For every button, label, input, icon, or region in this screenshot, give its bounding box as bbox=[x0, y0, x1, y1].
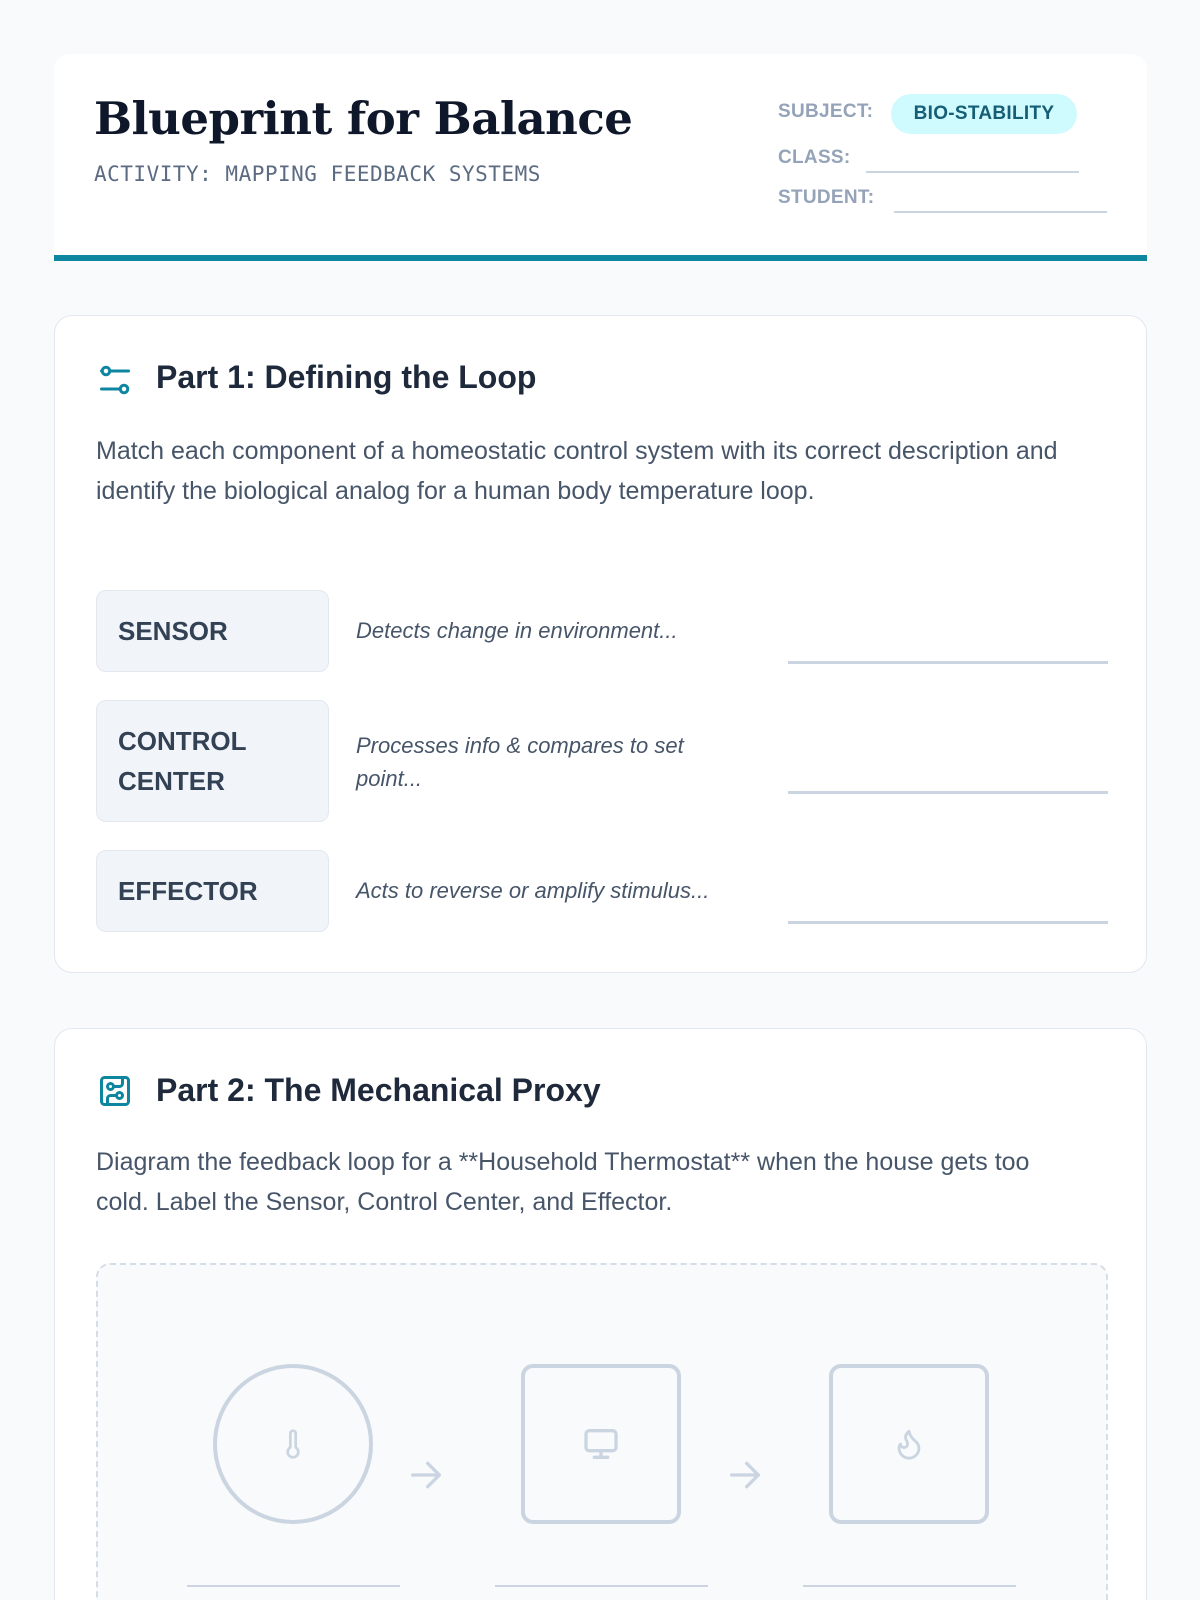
worksheet-header bbox=[54, 54, 1147, 261]
term-control-center-description: Processes info & compares to set point... bbox=[356, 733, 684, 791]
diagram-canvas[interactable] bbox=[96, 1263, 1108, 1600]
term-control-center: CONTROL CENTER bbox=[96, 700, 329, 822]
student-field[interactable] bbox=[894, 211, 1107, 213]
diagram-node-sensor[interactable] bbox=[213, 1364, 373, 1524]
answer-line-effector[interactable] bbox=[788, 921, 1108, 924]
monitor-icon bbox=[581, 1424, 621, 1464]
diagram-node-control-center[interactable] bbox=[521, 1364, 681, 1524]
diagram-label-line-sensor[interactable] bbox=[187, 1585, 400, 1587]
diagram-label-line-effector[interactable] bbox=[803, 1585, 1016, 1587]
activity-subtitle: ACTIVITY: MAPPING FEEDBACK SYSTEMS bbox=[94, 162, 541, 186]
subject-label: SUBJECT: bbox=[778, 101, 874, 122]
part2-section bbox=[54, 1028, 1147, 1600]
sliders-icon bbox=[97, 362, 133, 398]
answer-line-control-center[interactable] bbox=[788, 791, 1108, 794]
part1-description: Match each component of a homeostatic control system with its correct description and identify the biological analog for a human body temperature loop. bbox=[96, 437, 1058, 505]
part1-title: Part 1: Defining the Loop bbox=[156, 359, 537, 395]
student-label: STUDENT: bbox=[778, 187, 875, 208]
thermometer-icon bbox=[277, 1428, 309, 1460]
class-label: CLASS: bbox=[778, 147, 851, 168]
subject-badge: BIO-STABILITY bbox=[891, 94, 1077, 134]
arrow-right-icon bbox=[725, 1455, 765, 1495]
page-title: Blueprint for Balance bbox=[94, 92, 633, 145]
part2-title: Part 2: The Mechanical Proxy bbox=[156, 1072, 601, 1108]
diagram-label-line-control-center[interactable] bbox=[495, 1585, 708, 1587]
term-sensor-description: Detects change in environment... bbox=[356, 618, 678, 643]
term-effector: EFFECTOR bbox=[96, 850, 329, 932]
diagram-node-effector[interactable] bbox=[829, 1364, 989, 1524]
circuit-board-icon bbox=[97, 1073, 133, 1109]
term-sensor: SENSOR bbox=[96, 590, 329, 672]
class-field[interactable] bbox=[866, 171, 1079, 173]
term-effector-description: Acts to reverse or amplify stimulus... bbox=[356, 878, 710, 903]
answer-line-sensor[interactable] bbox=[788, 661, 1108, 664]
part1-section bbox=[54, 315, 1147, 973]
part2-description: Diagram the feedback loop for a **Household Thermostat** when the house gets too cold. Label the Sensor, Control Center, and Effector. bbox=[96, 1148, 1030, 1216]
flame-icon bbox=[892, 1427, 926, 1461]
arrow-right-icon bbox=[406, 1455, 446, 1495]
